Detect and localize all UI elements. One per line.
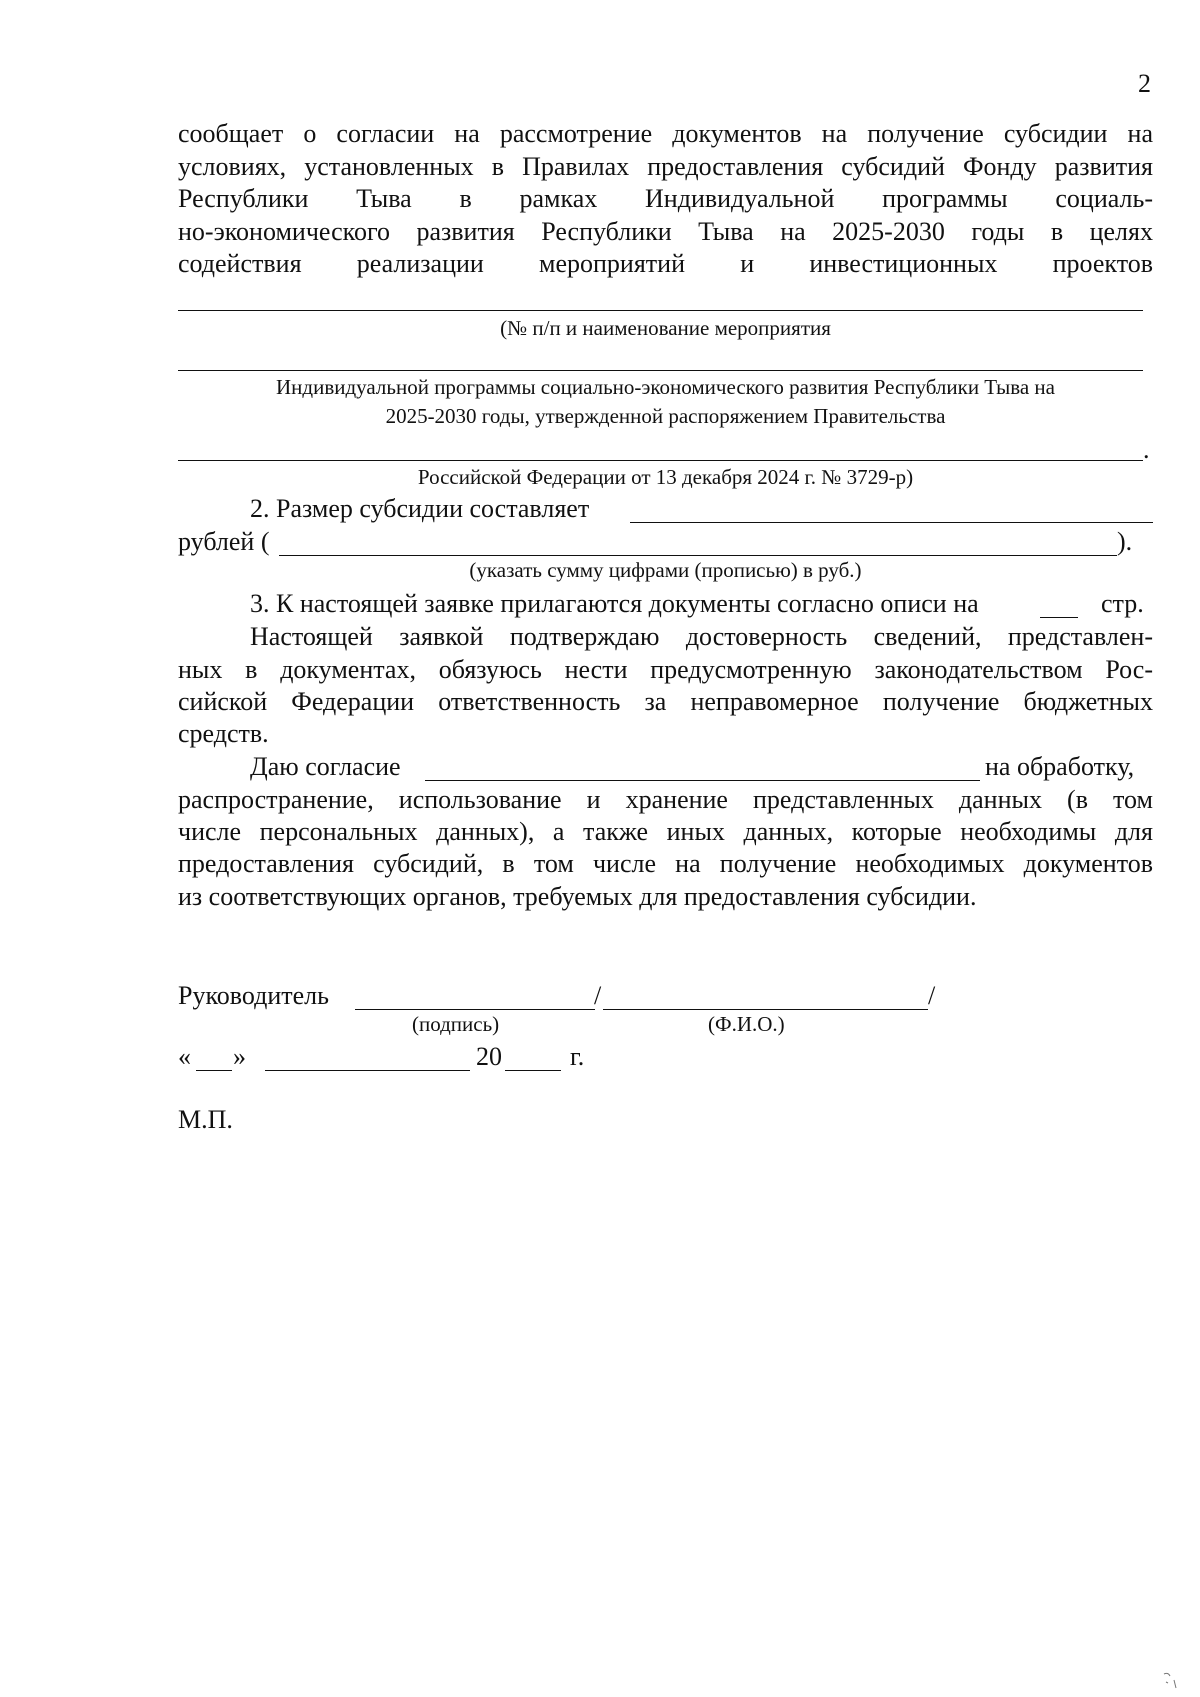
- full-name-blank[interactable]: [603, 1009, 928, 1010]
- consent-org-blank[interactable]: [425, 780, 980, 781]
- item2-label: 2. Размер субсидии составляет: [250, 494, 590, 523]
- rubles-close: ).: [1117, 527, 1133, 556]
- consent-line-2: числе персональных данных), а также иных данных, которые необходимы для: [178, 817, 1153, 846]
- program-text-line-1: Индивидуальной программы социально-экономического развития Республики Тыва на: [276, 375, 1055, 399]
- year-prefix: 20: [476, 1042, 502, 1071]
- event-name-blank-3[interactable]: [178, 460, 1143, 461]
- consent-suffix: на обработку,: [985, 752, 1135, 781]
- pages-count-blank[interactable]: [1040, 617, 1078, 618]
- trailing-period: .: [1143, 435, 1150, 464]
- event-name-blank[interactable]: [178, 310, 1143, 311]
- consent-last: из соответствующих органов, требуемых для предоставления субсидии.: [178, 882, 977, 911]
- event-name-blank-2[interactable]: [178, 370, 1143, 371]
- slash-2: /: [928, 981, 936, 1010]
- subsidy-words-blank[interactable]: [279, 555, 1117, 556]
- item3-text: 3. К настоящей заявке прилагаются документы согласно описи на: [250, 589, 979, 618]
- quote-open: «: [178, 1042, 191, 1071]
- consent-line-3: предоставления субсидий, в том числе на получение необходимых документов: [178, 849, 1153, 878]
- program-text-line-2: 2025-2030 годы, утвержденной распоряжением Правительства: [385, 404, 946, 428]
- caption-item: (№ п/п и наименование мероприятия: [500, 316, 831, 340]
- subsidy-amount-blank[interactable]: [630, 522, 1153, 523]
- page-number: 2: [1138, 69, 1151, 98]
- scan-mark-icon: [1160, 1670, 1184, 1690]
- item3-suffix: стр.: [1101, 589, 1144, 618]
- confirm-line-3: сийской Федерации ответственность за неправомерное получение бюджетных: [178, 687, 1153, 716]
- slash-1: /: [594, 981, 602, 1010]
- paragraph-line-3: Республики Тыва в рамках Индивидуальной программы социаль-: [178, 184, 1153, 213]
- year-blank[interactable]: [505, 1070, 561, 1071]
- rubles-open: рублей (: [178, 527, 270, 556]
- caption-name: (Ф.И.О.): [708, 1012, 785, 1036]
- paragraph-line-5: содействия реализации мероприятий и инвестиционных проектов: [178, 249, 1153, 278]
- confirm-line-2: ных в документах, обязуюсь нести предусмотренную законодательством Рос-: [178, 655, 1153, 684]
- consent-label: Даю согласие: [250, 752, 401, 781]
- day-blank[interactable]: [196, 1070, 232, 1071]
- paragraph-line-1: сообщает о согласии на рассмотрение документов на получение субсидии на: [178, 119, 1153, 148]
- signature-blank[interactable]: [355, 1009, 595, 1010]
- program-text-line-3: Российской Федерации от 13 декабря 2024 г. № 3729-р): [417, 465, 914, 489]
- caption-signature: (подпись): [412, 1012, 500, 1036]
- stamp-place: М.П.: [178, 1105, 233, 1134]
- caption-amount: (указать сумму цифрами (прописью) в руб.): [469, 558, 862, 582]
- paragraph-line-4: но-экономического развития Республики Тыва на 2025-2030 годы в целях: [178, 217, 1153, 246]
- consent-line-1: распространение, использование и хранение представленных данных (в том: [178, 785, 1153, 814]
- paragraph-line-2: условиях, установленных в Правилах предоставления субсидий Фонду развития: [178, 152, 1153, 181]
- quote-close: »: [233, 1042, 246, 1071]
- confirm-last: средств.: [178, 719, 269, 748]
- confirm-line-1: Настоящей заявкой подтверждаю достоверность сведений, представлен-: [250, 622, 1153, 651]
- head-label: Руководитель: [178, 981, 329, 1010]
- year-suffix: г.: [570, 1042, 585, 1071]
- month-blank[interactable]: [265, 1070, 470, 1071]
